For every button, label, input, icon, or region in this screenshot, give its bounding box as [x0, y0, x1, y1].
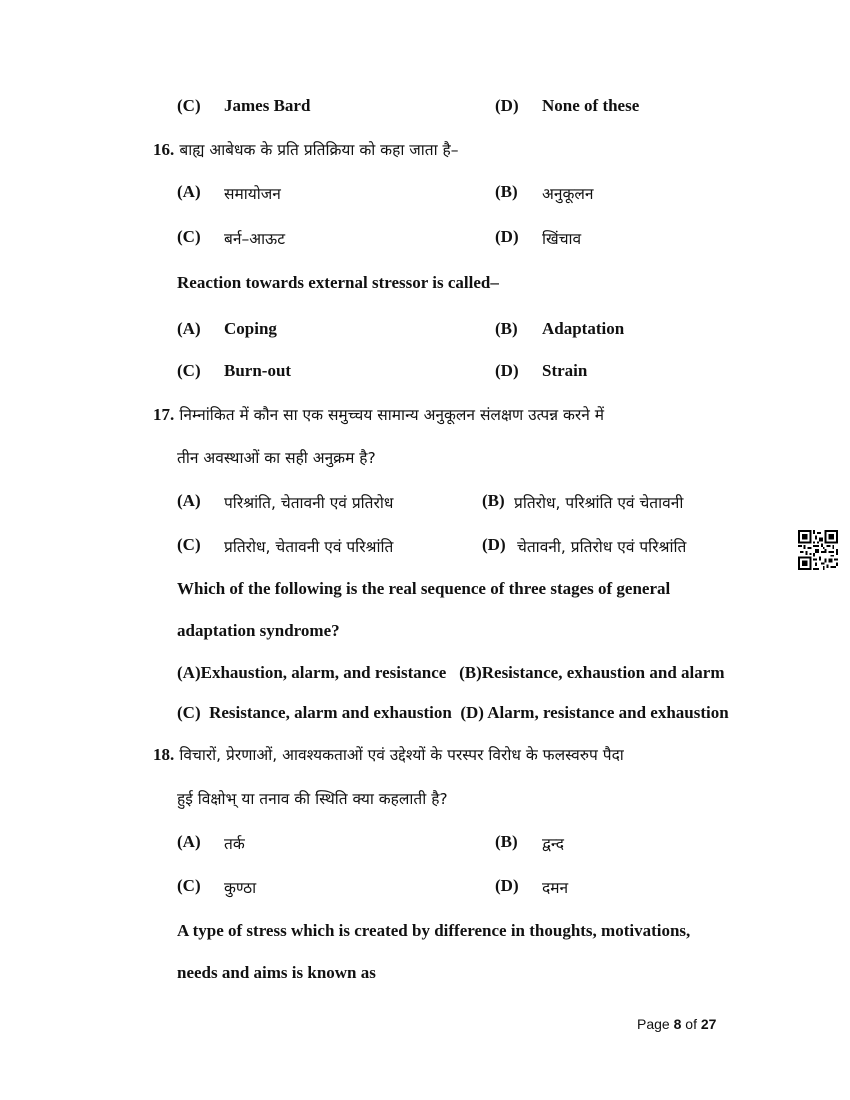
- q18-hi-option-a-label: (A): [177, 832, 201, 851]
- q16-hi-option-b-text: अनुकूलन: [542, 185, 594, 203]
- q16-hi-option-a-label: (A): [177, 182, 201, 201]
- page-total: 27: [700, 1016, 717, 1032]
- q16-hi-option-a-text: समायोजन: [224, 185, 281, 203]
- page-word: Page: [637, 1016, 670, 1032]
- q16-en-option-a-text: Coping: [224, 319, 277, 338]
- q17-hindi-options-row-ab: [177, 491, 722, 513]
- q16-english-options-row-ab: [177, 319, 697, 341]
- q16-en-option-c-label: (C): [177, 361, 201, 380]
- q18-hi-option-d-text: दमन: [542, 879, 569, 897]
- q18-hindi-question-line2: हुई विक्षोभ् या तनाव की स्थिति क्या कहलाती है?: [177, 790, 448, 808]
- q16-en-option-b-label: (B): [495, 319, 518, 338]
- q18-hi-option-b-text: द्वन्द: [542, 835, 564, 853]
- q18-hindi-options-row-ab: [177, 832, 697, 854]
- q16-hi-option-b-label: (B): [495, 182, 518, 201]
- q16-hi-option-c-text: बर्न–आऊट: [224, 230, 286, 248]
- q16-en-option-b-text: Adaptation: [542, 319, 625, 338]
- q17-hindi-question-line2: तीन अवस्थाओं का सही अनुक्रम है?: [177, 449, 376, 467]
- q16-number: 16.: [153, 140, 175, 159]
- q18-hi-option-c-text: कुण्ठा: [224, 879, 257, 897]
- q18-hindi-question-line1: [153, 743, 624, 765]
- q17-hi-option-d-text: चेतावनी, प्रतिरोध एवं परिश्रांति: [517, 538, 687, 556]
- q16-english-question: Reaction towards external stressor is called–: [177, 273, 499, 292]
- q18-hindi-options-row-cd: [177, 876, 697, 898]
- q18-hi-option-c-label: (C): [177, 876, 201, 895]
- q16-en-option-d-label: (D): [495, 361, 519, 380]
- q16-hi-option-d-text: खिंचाव: [542, 230, 582, 248]
- q18-hi-option-b-label: (B): [495, 832, 518, 851]
- q18-english-question-line1: A type of stress which is created by difference in thoughts, motivations,: [177, 921, 691, 940]
- q15-option-c-text: James Bard: [224, 96, 311, 115]
- q17-english-question-line2: adaptation syndrome?: [177, 621, 340, 640]
- q17-hi-option-b-label: (B): [482, 491, 505, 510]
- q15-option-d-label: (D): [495, 96, 519, 115]
- q16-en-option-d-text: Strain: [542, 361, 588, 380]
- q16-hindi-options-row-ab: [177, 182, 697, 204]
- q15-options-row-cd: [177, 96, 697, 118]
- q18-hi-option-d-label: (D): [495, 876, 519, 895]
- q17-english-options-line2: (C) Resistance, alarm and exhaustion (D) Alarm, resistance and exhaustion: [177, 703, 729, 722]
- q17-hi-option-d-label: (D): [482, 535, 506, 554]
- q18-english-question-line2: needs and aims is known as: [177, 963, 376, 982]
- q17-english-options-line1: (A)Exhaustion, alarm, and resistance (B)Resistance, exhaustion and alarm: [177, 663, 725, 682]
- q18-hi-option-a-text: तर्क: [224, 835, 245, 853]
- q17-hindi-question-text1: निम्नांकित में कौन सा एक समुच्चय सामान्य अनुकूलन संलक्षण उत्पन्न करने में: [179, 406, 605, 424]
- page-number: [637, 1016, 716, 1032]
- page-current: 8: [673, 1016, 682, 1032]
- q17-hi-option-a-label: (A): [177, 491, 201, 510]
- q16-hi-option-d-label: (D): [495, 227, 519, 246]
- q17-hindi-question-line1: [153, 403, 604, 425]
- q16-hindi-options-row-cd: [177, 227, 697, 249]
- q17-hindi-options-row-cd: [177, 535, 722, 557]
- q17-english-question-line1: Which of the following is the real sequence of three stages of general: [177, 579, 671, 598]
- q17-number: 17.: [153, 405, 175, 424]
- q18-hindi-question-text1: विचारों, प्रेरणाओं, आवश्यकताओं एवं उद्देश्यों के परस्पर विरोध के फलस्वरुप पैदा: [179, 746, 624, 764]
- q16-hindi-question: [153, 138, 459, 160]
- of-word: of: [685, 1016, 697, 1032]
- q17-hi-option-b-text: प्रतिरोध, परिश्रांति एवं चेतावनी: [514, 494, 684, 512]
- q16-hindi-question-text: बाह्य आबेधक के प्रति प्रतिक्रिया को कहा जाता है–: [179, 141, 459, 159]
- q15-option-d-text: None of these: [542, 96, 640, 115]
- q16-en-option-a-label: (A): [177, 319, 201, 338]
- qr-code-icon: [798, 530, 838, 570]
- q16-english-options-row-cd: [177, 361, 697, 383]
- q15-option-c-label: (C): [177, 96, 201, 115]
- q17-hi-option-c-label: (C): [177, 535, 201, 554]
- q16-en-option-c-text: Burn-out: [224, 361, 292, 380]
- q16-hi-option-c-label: (C): [177, 227, 201, 246]
- q18-number: 18.: [153, 745, 175, 764]
- q17-hi-option-c-text: प्रतिरोध, चेतावनी एवं परिश्रांति: [224, 538, 394, 556]
- q17-hi-option-a-text: परिश्रांति, चेतावनी एवं प्रतिरोध: [224, 494, 394, 512]
